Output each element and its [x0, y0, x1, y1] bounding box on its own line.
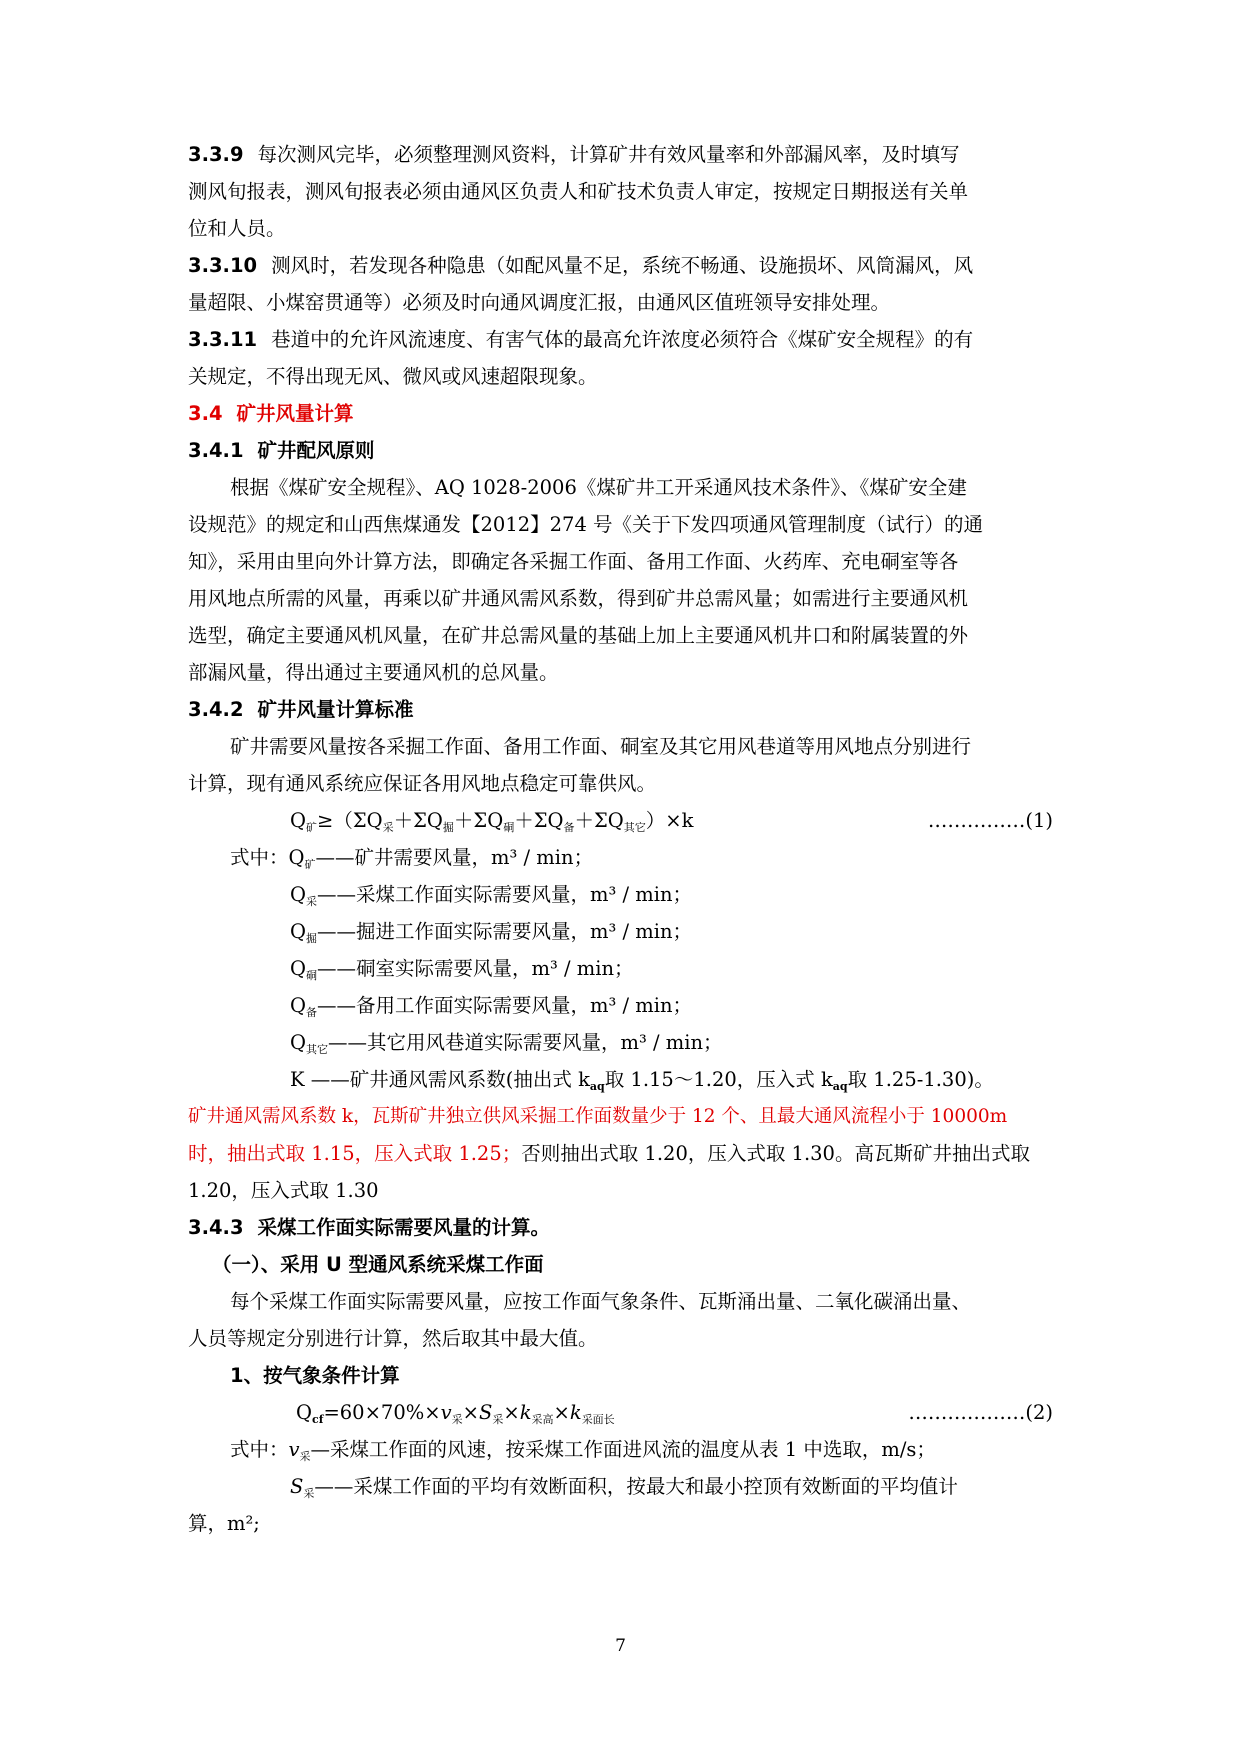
section-number: 3.4 — [188, 402, 223, 425]
equation-2: $Q_{cf}=60\times 70\%\times v_采\times S_采\times k_{采高}\times k_{采面长}$ ………………(2) — [296, 1394, 1053, 1438]
para-3-4-3-line2: 人员等规定分别进行计算，然后取其中最大值。 — [188, 1327, 598, 1350]
note-black-text: 否则抽出式取 1.20，压入式取 1.30。高瓦斯矿井抽出式取 — [521, 1142, 1030, 1165]
section-number: 3.4.3 — [188, 1216, 244, 1239]
equation-number: ……………(1) — [927, 809, 1053, 832]
definition-s-cai-line2: 算，m²; — [188, 1512, 260, 1535]
section-heading-3-4-1 — [188, 432, 375, 469]
clause-3-3-11-line1 — [188, 321, 973, 358]
definition-lead: 式中： — [230, 1438, 289, 1461]
clause-text: 巷道中的允许风流速度、有害气体的最高允许浓度必须符合《煤矿安全规程》的有 — [271, 328, 974, 351]
section-title: 矿井风量计算标准 — [257, 698, 414, 721]
para-3-4-1-line4: 用风地点所需的风量，再乘以矿井通风需风系数，得到矿井总需风量；如需进行主要通风机 — [188, 587, 969, 610]
section-heading-3-4-3 — [188, 1209, 550, 1246]
note-line1: 矿井通风需风系数 k，瓦斯矿井独立供风采掘工作面数量少于 12 个、且最大通风流程小于 10000m — [188, 1106, 1008, 1127]
section-number: 3.4.1 — [188, 439, 244, 462]
equation-1: $Q_矿\ge(\Sigma Q_采+\Sigma Q_掘+\Sigma Q_硐+\Sigma Q_备+\Sigma Q_{其它})\times k$ ……………(1) — [290, 802, 1053, 846]
para-3-4-1-line6: 部漏风量，得出通过主要通风机的总风量。 — [188, 661, 559, 684]
section-heading-3-4-2 — [188, 691, 414, 728]
para-3-4-2-line2: 计算，现有通风系统应保证各用风地点稳定可靠供风。 — [188, 772, 657, 795]
section-title: 矿井配风原则 — [257, 439, 375, 462]
definition-v-cai: 式中：$v_采—$采煤工作面的风速，按采煤工作面进风流的温度从表 1 中选取，m/s； — [230, 1438, 936, 1463]
definition-q-jue: $Q_掘——$掘进工作面实际需要风量，m³ / min； — [290, 920, 693, 945]
clause-3-3-9-line2: 测风旬报表，测风旬报表必须由通风区负责人和矿技术负责人审定，按规定日期报送有关单 — [188, 180, 969, 203]
clause-3-3-10-line2: 量超限、小煤窑贯通等）必须及时向通风调度汇报，由通风区值班领导安排处理。 — [188, 291, 891, 314]
note-line2 — [188, 1135, 1030, 1172]
clause-3-3-9-line3: 位和人员。 — [188, 217, 286, 240]
clause-3-3-10-line1 — [188, 247, 973, 284]
definition-q-bei: $Q_备——$备用工作面实际需要风量，m³ / min； — [290, 994, 693, 1019]
clause-number: 3.3.10 — [188, 254, 258, 277]
section-title: 矿井风量计算 — [236, 402, 354, 425]
page-number: 7 — [615, 1636, 626, 1656]
definition-q-qita: $Q_{其它}——$其它用风巷道实际需要风量，m³ / min； — [290, 1031, 723, 1056]
equation-number: ………………(2) — [908, 1401, 1053, 1424]
clause-3-3-9-line1 — [188, 136, 960, 173]
definition-s-cai: $S_采——$采煤工作面的平均有效断面积，按最大和最小控顶有效断面的平均值计 — [290, 1475, 958, 1500]
subheading-climate: 1、按气象条件计算 — [230, 1364, 400, 1387]
para-3-4-1-line2: 设规范》的规定和山西焦煤通发【2012】274 号《关于下发四项通风管理制度（试行）的通 — [188, 513, 984, 536]
clause-text: 测风时，若发现各种隐患（如配风量不足，系统不畅通、设施损坏、风筒漏风，风 — [271, 254, 974, 277]
definition-q-kuang: 式中：$Q_矿——$矿井需要风量，m³ / min； — [230, 846, 594, 871]
clause-text: 每次测风完毕，必须整理测风资料，计算矿井有效风量率和外部漏风率，及时填写 — [257, 143, 960, 166]
section-heading-3-4 — [188, 395, 354, 432]
subheading-u-type: （一）、采用 U 型通风系统采煤工作面 — [212, 1253, 544, 1276]
definition-lead: 式中： — [230, 846, 289, 869]
definition-k: K ——矿井通风需风系数(抽出式 $k_{aq}$取 1.15～1.20，压入式 $k_{aq}$取 1.25-1.30)。 — [290, 1068, 994, 1093]
para-3-4-1-line3: 知》，采用由里向外计算方法，即确定各采掘工作面、备用工作面、火药库、充电硐室等各 — [188, 550, 959, 573]
note-red-text: 时，抽出式取 1.15，压入式取 1.25； — [188, 1142, 522, 1165]
section-number: 3.4.2 — [188, 698, 244, 721]
section-title: 采煤工作面实际需要风量的计算。 — [257, 1216, 551, 1239]
definition-q-dong: $Q_硐——$硐室实际需要风量，m³ / min； — [290, 957, 634, 982]
para-3-4-1-line5: 选型，确定主要通风机风量，在矿井总需风量的基础上加上主要通风机井口和附属装置的外 — [188, 624, 969, 647]
para-3-4-1-line1: 根据《煤矿安全规程》、AQ 1028-2006《煤矿井工开采通风技术条件》、《煤矿安全建 — [230, 476, 967, 499]
definition-q-cai: $Q_采——$采煤工作面实际需要风量，m³ / min； — [290, 883, 693, 908]
clause-number: 3.3.9 — [188, 143, 244, 166]
para-3-4-3-line1: 每个采煤工作面实际需要风量，应按工作面气象条件、瓦斯涌出量、二氧化碳涌出量、 — [230, 1290, 972, 1313]
para-3-4-2-line1: 矿井需要风量按各采掘工作面、备用工作面、硐室及其它用风巷道等用风地点分别进行 — [230, 735, 972, 758]
clause-3-3-11-line2: 关规定，不得出现无风、微风或风速超限现象。 — [188, 365, 598, 388]
clause-number: 3.3.11 — [188, 328, 258, 351]
note-line3: 1.20，压入式取 1.30 — [188, 1179, 379, 1202]
